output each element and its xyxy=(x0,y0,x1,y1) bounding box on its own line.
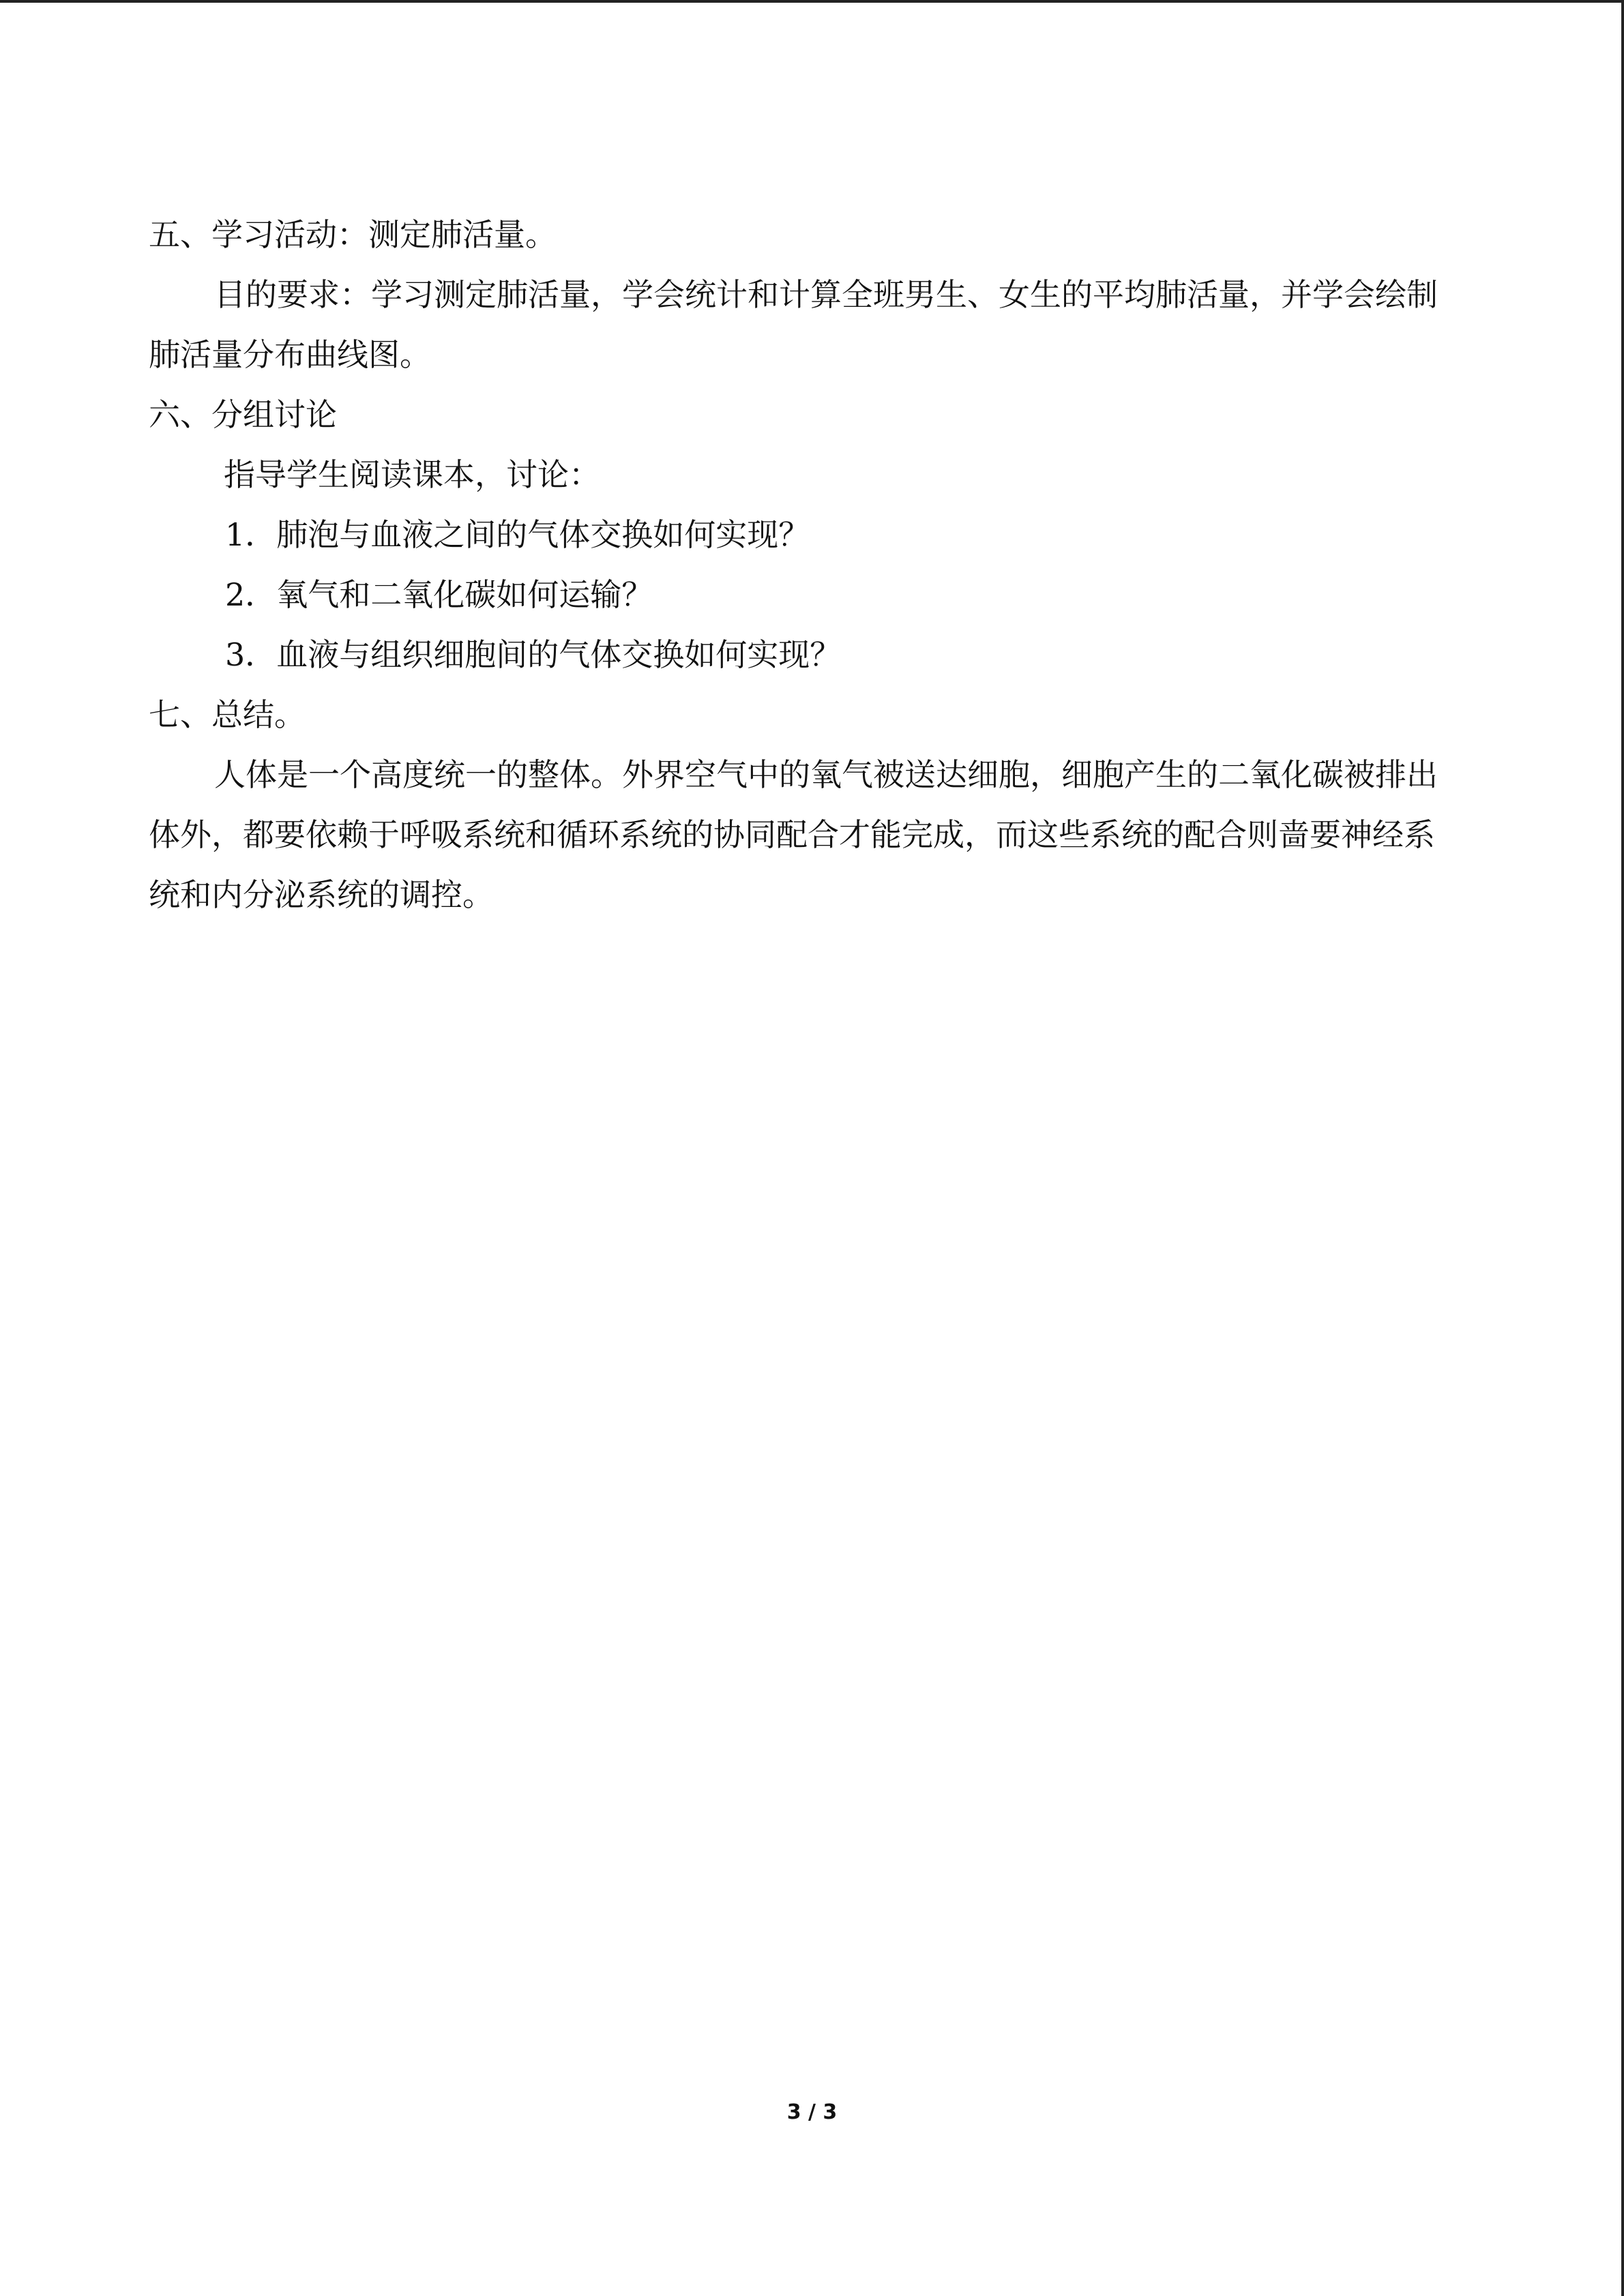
section-5-heading: 五、学习活动：测定肺活量。 xyxy=(149,216,557,253)
discussion-question-3: 3．血液与组织细胞间的气体交换如何实现？ xyxy=(225,636,842,673)
section-7-body: 人体是一个高度统一的整体。外界空气中的氧气被送达细胞，细胞产生的二氧化碳被排出体外，都要依赖于呼吸系统和循环系统的协同配合才能完成，而这些系统的配合则啬要神经系统和内分泌系统的调控。 xyxy=(149,756,1438,913)
discussion-question-2: 2．氧气和二氧化碳如何运输？ xyxy=(225,576,653,613)
page-top-border xyxy=(0,0,1624,3)
section-7-heading: 七、总结。 xyxy=(149,696,306,733)
page-right-border xyxy=(1621,0,1624,2296)
section-6-intro: 指导学生阅读课本，讨论： xyxy=(224,456,600,493)
section-6-heading: 六、分组讨论 xyxy=(149,396,337,433)
document-body xyxy=(149,205,1458,925)
page-number: 3 / 3 xyxy=(786,2100,838,2124)
discussion-question-1: 1．肺泡与血液之间的气体交换如何实现？ xyxy=(225,516,810,553)
section-5-goal: 目的要求：学习测定肺活量，学会统计和计算全班男生、女生的平均肺活量，并学会绘制肺活量分布曲线图。 xyxy=(149,276,1438,373)
